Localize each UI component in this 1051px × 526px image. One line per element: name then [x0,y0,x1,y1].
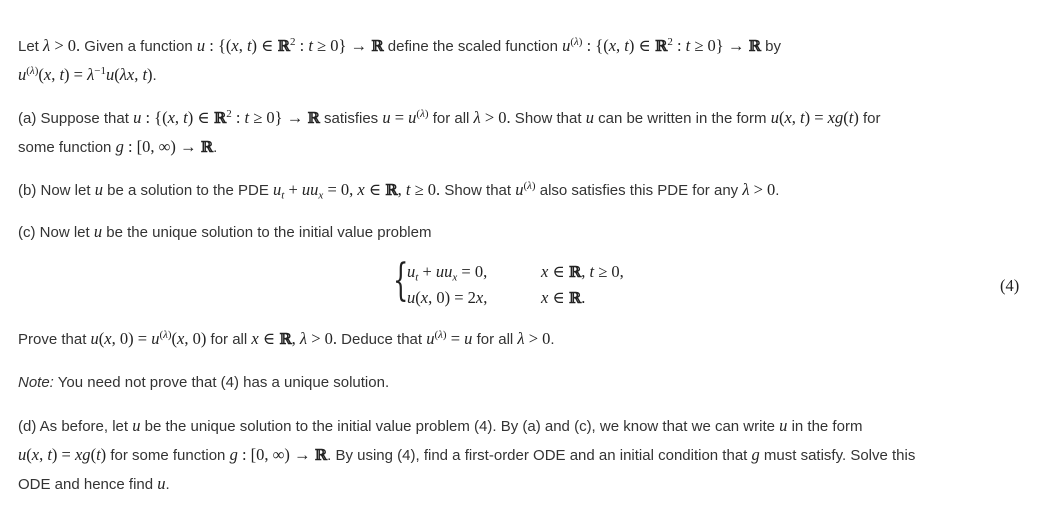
part-d-line-1: (d) As before, let u be the unique solution to the initial value problem (4). By (a) and (c), we know that we can write u in the form [18,416,863,435]
part-a-line-2: some function g : [0, ∞) → ℝ. [18,137,218,156]
initial-condition: u(x, 0) = 2x, [407,288,488,307]
equation-number: (4) [1000,276,1020,295]
part-d-line-3: ODE and hence find u. [18,474,170,493]
preamble-line-1: Let λ > 0. Given a function u : {(x, t) ∈ ℝ$^2$ : t ≥ 0} → ℝ define the scaled function $u^{(\lambda)}$ : {(x, t) ∈ ℝ$^2$ : t ≥ 0} → ℝ by [18,35,781,55]
note-label: Note: [18,374,54,391]
left-brace: { [393,255,409,306]
pde-domain: x ∈ ℝ, t ≥ 0, [541,262,624,281]
part-c-intro: (c) Now let u be the unique solution to the initial value problem [18,222,432,241]
part-c-prove: Prove that u(x, $0) = u^{(\lambda)}(x$, 0) for all x ∈ ℝ, λ > 0. Deduce that $u^{(\lambda)} = u$ for all λ > 0. [18,328,555,348]
preamble-line-2: $u^{(\lambda)}(x$, $t) = \lambda^{-1}u(\lambda x$, t). [18,64,157,84]
initial-domain: x ∈ ℝ. [541,288,586,307]
part-a-line-1: (a) Suppose that u : {(x, t) ∈ ℝ$^2$ : t ≥ 0} → ℝ satisfies $u = u^{(\lambda)}$ for all λ > 0. Show that u can be written in the form u(x, t) = xg(t) for [18,107,881,127]
part-d-line-2: u(x, t) = xg(t) for some function g : [0, ∞) → ℝ. By using (4), find a first-order ODE and an initial condition that g must satisfy. Solve this [18,445,916,464]
note-line: Note: You need not prove that (4) has a unique solution. [18,374,390,391]
pde-equation: $u_t + uu_x = 0$, [407,262,488,284]
part-b-line: (b) Now let u be a solution to the PDE $u_t + uu_x = 0$, x ∈ ℝ, t ≥ 0. Show that $u^{(\lambda)}$ also satisfies this PDE for any λ > 0. [18,179,780,202]
